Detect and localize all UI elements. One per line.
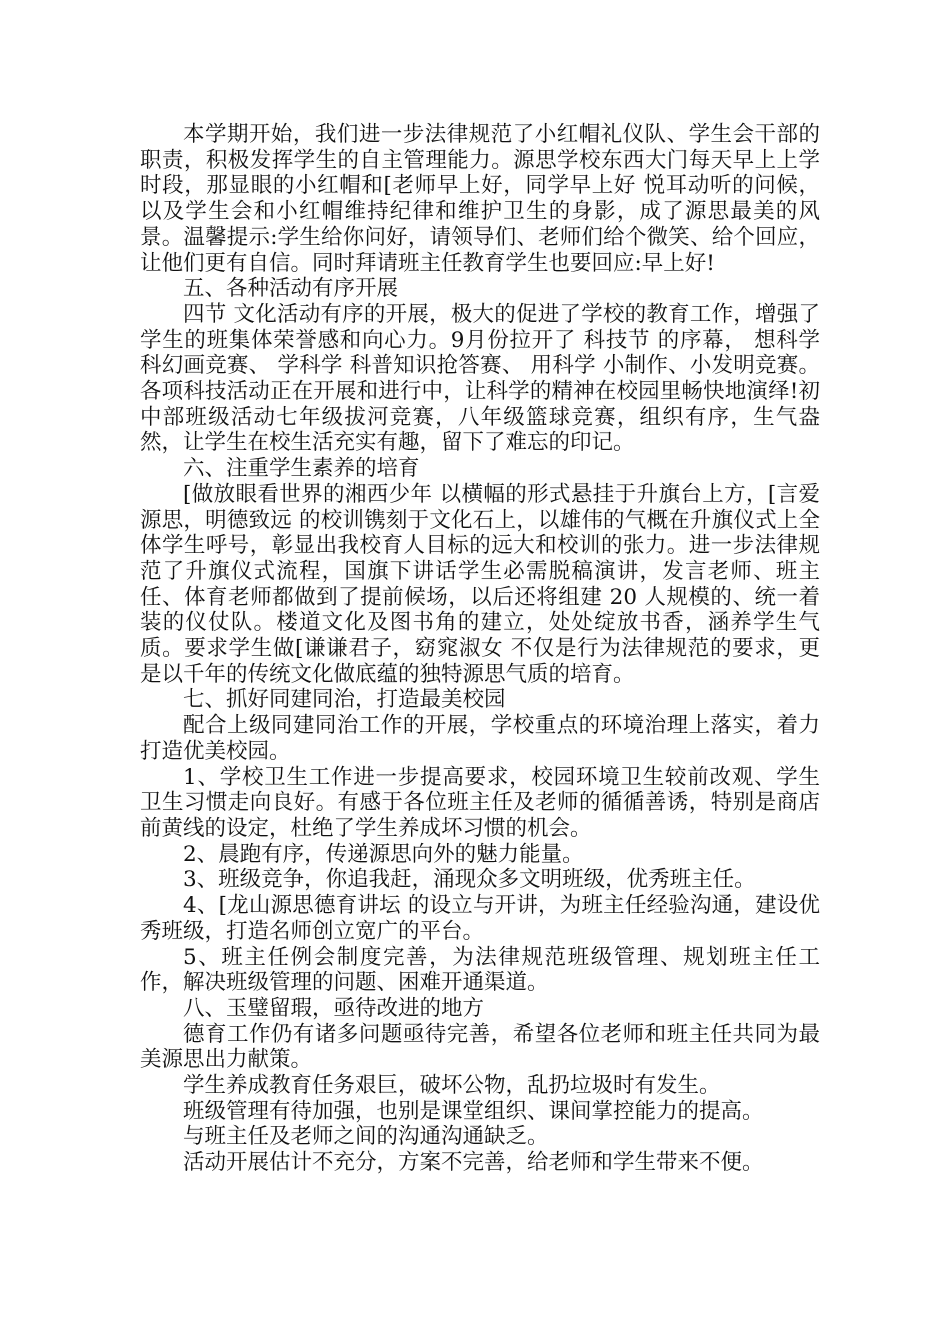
list-item-4: 4、[龙山源思德育讲坛 的设立与开讲，为班主任经验沟通，建设优秀班级，打造名师创立宽广的平台。 [140,893,820,944]
issue-item-2: 班级管理有待加强，也别是课堂组织、课间掌控能力的提高。 [183,1098,764,1124]
list-item-1: 1、学校卫生工作进一步提高要求，校园环境卫生较前改观、学生卫生习惯走向良好。有感于各位班主任及老师的循循善诱，特别是商店前黄线的设定，杜绝了学生养成坏习惯的机会。 [140,764,820,841]
document-body [140,122,820,1176]
list-item-5: 5、班主任例会制度完善，为法律规范班级管理、规划班主任工作，解决班级管理的问题、困难开通渠道。 [140,944,820,996]
section-heading-improvements: 八、玉璧留瑕，亟待改进的地方 [183,995,485,1021]
issue-item-1: 学生养成教育任务艰巨，破坏公物，乱扔垃圾时有发生。 [183,1073,721,1099]
section-heading-activities: 五、各种活动有序开展 [183,276,399,302]
list-item-3: 3、班级竞争，你追我赶，涌现众多文明班级，优秀班主任。 [183,867,756,893]
issue-item-3: 与班主任及老师之间的沟通沟通缺乏。 [183,1124,549,1150]
paragraph-improvements: 德育工作仍有诸多问题亟待完善，希望各位老师和班主任共同为最美源思出力献策。 [140,1021,820,1073]
list-item-2: 2、晨跑有序，传递源思向外的魅力能量。 [183,841,584,867]
section-heading-literacy: 六、注重学生素养的培育 [183,456,420,482]
paragraph-literacy: [做放眼看世界的湘西少年 以横幅的形式悬挂于升旗台上方，[言爱源思，明德致远 的校训镌刻于文化石上，以雄伟的气概在升旗仪式上全体学生呼号，彰显出我校育人目标的远大和校训的张力。进一步法律规范了升旗仪式流程，国旗下讲话学生必需脱稿演讲，发言老师、班主任、体育老师都做到了提前候场，以后还将组建 20 人规模的、统一着装的仪仗队。楼道文化及图书角的建立，处处绽放书香，涵养学生气质。要求学生做[谦谦君子，窈窕淑女 不仅是行为法律规范的要求，更是以千年的传统文化做底蕴的独特源思气质的培育。 [140,481,820,687]
paragraph-activities: 四节 文化活动有序的开展，极大的促进了学校的教育工作，增强了学生的班集体荣誉感和向心力。9月份拉开了 科技节 的序幕， 想科学 科幻画竞赛、 学科学 科普知识抢答赛、 用科学 小制作、小发明竞赛。各项科技活动正在开展和进行中，让科学的精神在校园里畅快地演绎!初中部班级活动七年级拔河竞赛，八年级篮球竞赛，组织有序，生气盎然，让学生在校生活充实有趣，留下了难忘的印记。 [140,301,820,456]
paragraph-intro: 本学期开始，我们进一步法律规范了小红帽礼仪队、学生会干部的职责，积极发挥学生的自主管理能力。源思学校东西大门每天早上上学时段，那显眼的小红帽和[老师早上好，同学早上好 悦耳动听的问候，以及学生会和小红帽维持纪律和维护卫生的身影，成了源思最美的风景。温馨提示:学生给你问好，请领导们、老师们给个微笑、给个回应，让他们更有自信。同时拜请班主任教育学生也要回应:早上好! [140,122,820,276]
paragraph-campus: 配合上级同建同治工作的开展，学校重点的环境治理上落实，着力打造优美校园。 [140,713,820,764]
issue-item-4: 活动开展估计不充分，方案不完善，给老师和学生带来不便。 [183,1150,764,1176]
section-heading-campus: 七、抓好同建同治，打造最美校园 [183,687,506,713]
